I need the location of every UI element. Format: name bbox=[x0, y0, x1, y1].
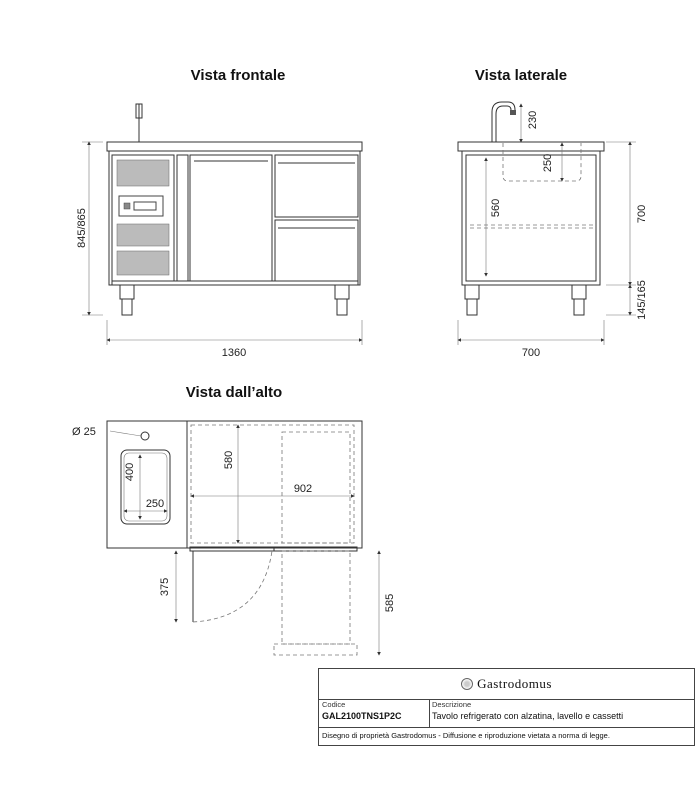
title-block bbox=[318, 668, 695, 746]
product-code: GAL2100TNS1P2C bbox=[322, 711, 402, 721]
inner-height-label: 560 bbox=[490, 198, 502, 218]
product-description: Tavolo refrigerato con alzatina, lavello e cassetti bbox=[432, 711, 624, 721]
hole-diameter-label: Ø 25 bbox=[72, 426, 96, 438]
side-view bbox=[458, 102, 648, 359]
sink-depth-label: 250 bbox=[542, 153, 554, 173]
code-cell bbox=[319, 699, 430, 727]
description-label: Descrizione bbox=[432, 700, 472, 709]
front-height-label: 845/865 bbox=[76, 208, 88, 248]
logo-icon bbox=[461, 678, 473, 690]
side-height-label: 700 bbox=[636, 204, 648, 224]
brand-name: Gastrodomus bbox=[477, 676, 552, 691]
side-depth-label: 700 bbox=[521, 347, 541, 359]
door-swing-label: 375 bbox=[159, 577, 171, 597]
legs-height-label: 145/165 bbox=[636, 280, 648, 320]
faucet-height-label: 230 bbox=[527, 110, 539, 130]
side-view-title: Vista laterale bbox=[474, 67, 568, 84]
front-view-title: Vista frontale bbox=[190, 67, 286, 84]
vent-grille-top bbox=[117, 160, 169, 186]
code-label: Codice bbox=[322, 700, 346, 709]
front-width-label: 1360 bbox=[221, 347, 247, 359]
description-cell bbox=[429, 699, 694, 727]
sink-length-label: 400 bbox=[124, 462, 136, 482]
code-description-row bbox=[319, 699, 694, 728]
drawer-extension-label: 585 bbox=[384, 593, 396, 613]
copyright-footer: Disegno di proprietà Gastrodomus - Diffusione e riproduzione vietata a norma di legge. bbox=[322, 731, 610, 740]
drawer-depth-label: 580 bbox=[223, 450, 235, 470]
drawer-width-label: 902 bbox=[293, 483, 313, 495]
brand-logo bbox=[319, 669, 694, 700]
front-view bbox=[76, 104, 362, 359]
top-view bbox=[72, 421, 396, 655]
top-view-title: Vista dall’alto bbox=[185, 384, 283, 401]
sink-width-label: 250 bbox=[145, 498, 165, 510]
